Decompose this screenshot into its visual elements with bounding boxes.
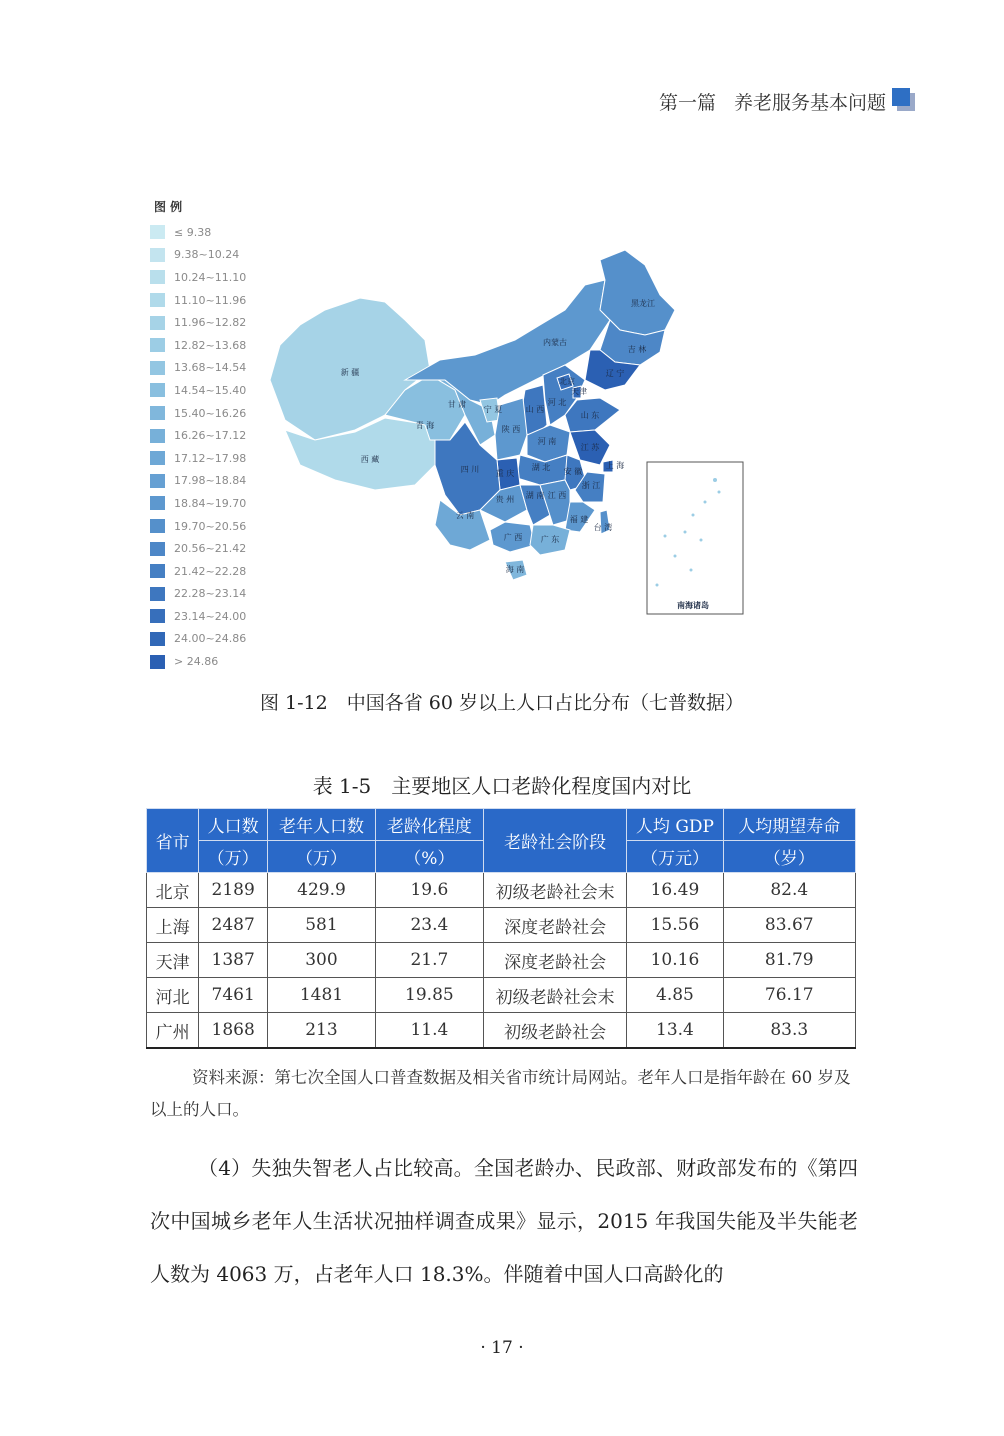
map-label-xinjiang: 新 疆 (340, 368, 360, 377)
table-cell: 300 (268, 943, 376, 978)
table-cell: 深度老龄社会 (483, 943, 627, 978)
legend-swatch (150, 496, 165, 510)
table-cell: 2189 (199, 873, 268, 908)
page-number: · 17 · (480, 1338, 524, 1358)
table-cell: 19.6 (375, 873, 483, 908)
map-label-henan: 河 南 (537, 437, 557, 446)
body-paragraph: （4）失独失智老人占比较高。全国老龄办、民政部、财政部发布的《第四次中国城乡老年人生活状况抽样调查成果》显示，2015 年我国失能及半失能老人数为 4063 万，占老年人口 18.3%。伴随着中国人口高龄化的 (150, 1156, 858, 1286)
table-cell: 北京 (147, 873, 199, 908)
legend-item (150, 357, 246, 380)
map-label-jiangxi: 江 西 (547, 491, 567, 500)
source-note: 资料来源：第七次全国人口普查数据及相关省市统计局网站。老年人口是指年龄在 60 岁及以上的人口。 (150, 1068, 851, 1119)
legend-swatch (150, 519, 165, 533)
map-label-heilongjiang: 黑龙江 (631, 299, 655, 308)
column-header: 老龄社会阶段 (483, 809, 627, 873)
legend-item (150, 650, 246, 673)
map-label-guizhou: 贵 州 (495, 495, 515, 504)
legend-item (150, 447, 246, 470)
table-cell: 429.9 (268, 873, 376, 908)
column-header-unit: （%） (375, 841, 483, 873)
legend-swatch (150, 474, 165, 488)
legend-item (150, 379, 246, 402)
legend-label: 17.98~18.84 (174, 474, 247, 488)
table-cell: 10.16 (627, 943, 723, 978)
column-header: 人口数 (199, 809, 268, 841)
aging-comparison-table (146, 808, 856, 1049)
table-cell: 21.7 (375, 943, 483, 978)
map-label-neimenggu: 内蒙古 (543, 338, 567, 347)
table-cell: 23.4 (375, 908, 483, 943)
table-row (147, 1013, 856, 1049)
map-label-shanghai: 上 海 (605, 461, 625, 470)
china-map (265, 240, 755, 620)
table-cell: 76.17 (723, 978, 856, 1013)
legend-label: 10.24~11.10 (174, 270, 247, 284)
map-label-qinghai: 青 海 (415, 421, 435, 430)
table-row (147, 873, 856, 908)
legend-label: 9.38~10.24 (174, 248, 240, 262)
map-label-chongqing: 重 庆 (495, 469, 515, 478)
legend-item (150, 289, 246, 312)
table-cell: 11.4 (375, 1013, 483, 1049)
legend-label: 16.26~17.12 (174, 429, 247, 443)
table-cell: 初级老龄社会末 (483, 873, 627, 908)
legend-label: 19.70~20.56 (174, 519, 247, 533)
table-cell: 1481 (268, 978, 376, 1013)
table-cell: 213 (268, 1013, 376, 1049)
legend-swatch (150, 609, 165, 623)
table-cell: 581 (268, 908, 376, 943)
legend-swatch (150, 406, 165, 420)
map-label-hebei: 河 北 (547, 398, 567, 407)
legend-swatch (150, 655, 165, 669)
column-header-unit: （万元） (627, 841, 723, 873)
legend-title: 图 例 (154, 200, 183, 214)
map-label-shandong: 山 东 (580, 411, 600, 420)
table-row (147, 978, 856, 1013)
map-label-xizang: 西 藏 (360, 455, 380, 464)
table-cell: 初级老龄社会末 (483, 978, 627, 1013)
map-label-hubei: 湖 北 (531, 463, 551, 472)
column-header: 人均 GDP (627, 809, 723, 841)
table-row (147, 908, 856, 943)
legend-item (150, 537, 246, 560)
south-china-sea-inset (647, 462, 743, 614)
column-header: 老年人口数 (268, 809, 376, 841)
legend-label: 14.54~15.40 (174, 383, 247, 397)
column-header-unit: （万） (268, 841, 376, 873)
inset-label: 南海诸岛 (677, 601, 709, 610)
map-label-hunan: 湖 南 (525, 491, 545, 500)
map-label-tianjin: 天津 (571, 387, 587, 396)
header-part: 第一篇 (658, 91, 716, 114)
map-label-guangdong: 广 东 (540, 535, 560, 544)
legend-swatch (150, 338, 165, 352)
legend-label: 21.42~22.28 (174, 564, 247, 578)
legend-label: 11.10~11.96 (174, 293, 247, 307)
legend-label: 12.82~13.68 (174, 338, 247, 352)
map-label-gansu: 甘 肃 (447, 400, 467, 409)
table-cell: 15.56 (627, 908, 723, 943)
legend-label: 18.84~19.70 (174, 496, 247, 510)
legend-swatch (150, 429, 165, 443)
table-cell: 2487 (199, 908, 268, 943)
table-cell: 上海 (147, 908, 199, 943)
legend-label: 24.00~24.86 (174, 632, 247, 646)
legend-label: 15.40~16.26 (174, 406, 247, 420)
table-cell: 4.85 (627, 978, 723, 1013)
table-cell: 河北 (147, 978, 199, 1013)
legend-item (150, 605, 246, 628)
legend-item (150, 583, 246, 606)
legend-swatch (150, 587, 165, 601)
header-title: 养老服务基本问题 (733, 91, 886, 114)
map-label-anhui: 安 徽 (563, 467, 583, 476)
legend-item (150, 492, 246, 515)
table-cell: 13.4 (627, 1013, 723, 1049)
column-header-unit: （岁） (723, 841, 856, 873)
map-label-beijing: 北京 (559, 377, 575, 386)
map-label-yunnan: 云 南 (455, 511, 475, 520)
header-square-icon (892, 88, 914, 110)
map-label-taiwan: 台 湾 (593, 523, 613, 532)
legend-item (150, 244, 246, 267)
legend-swatch (150, 564, 165, 578)
table-cell: 天津 (147, 943, 199, 978)
legend-swatch (150, 361, 165, 375)
legend-label: > 24.86 (174, 655, 219, 669)
map-label-liaoning: 辽 宁 (605, 369, 625, 378)
legend-label: 23.14~24.00 (174, 609, 247, 623)
map-legend (150, 198, 246, 673)
legend-label: ≤ 9.38 (174, 225, 212, 239)
column-header: 人均期望寿命 (723, 809, 856, 841)
legend-swatch (150, 293, 165, 307)
map-label-jilin: 吉 林 (627, 345, 647, 354)
legend-swatch (150, 451, 165, 465)
legend-label: 20.56~21.42 (174, 542, 247, 556)
table-cell: 1387 (199, 943, 268, 978)
table-cell: 19.85 (375, 978, 483, 1013)
map-label-shaanxi: 陕 西 (501, 425, 521, 434)
column-header: 老龄化程度 (375, 809, 483, 841)
legend-item (150, 424, 246, 447)
table-cell: 深度老龄社会 (483, 908, 627, 943)
legend-item (150, 470, 246, 493)
table-cell: 81.79 (723, 943, 856, 978)
legend-item (150, 221, 246, 244)
legend-swatch (150, 383, 165, 397)
table-cell: 83.3 (723, 1013, 856, 1049)
map-label-zhejiang: 浙 江 (581, 481, 601, 490)
legend-label: 17.12~17.98 (174, 451, 247, 465)
table-cell: 16.49 (627, 873, 723, 908)
table-cell: 7461 (199, 978, 268, 1013)
legend-item (150, 334, 246, 357)
legend-item (150, 311, 246, 334)
map-label-guangxi: 广 西 (503, 533, 523, 542)
table-cell: 初级老龄社会 (483, 1013, 627, 1049)
legend-label: 22.28~23.14 (174, 587, 247, 601)
table-cell: 82.4 (723, 873, 856, 908)
legend-item (150, 266, 246, 289)
legend-swatch (150, 225, 165, 239)
legend-item (150, 402, 246, 425)
table-cell: 1868 (199, 1013, 268, 1049)
legend-swatch (150, 632, 165, 646)
legend-item (150, 628, 246, 651)
legend-swatch (150, 248, 165, 262)
figure-caption: 图 1-12 中国各省 60 岁以上人口占比分布（七普数据） (260, 692, 744, 714)
table-cell: 广州 (147, 1013, 199, 1049)
map-label-sichuan: 四 川 (460, 465, 480, 474)
legend-item (150, 515, 246, 538)
legend-label: 11.96~12.82 (174, 316, 247, 330)
legend-swatch (150, 542, 165, 556)
map-label-shanxi: 山 西 (525, 405, 545, 414)
legend-item (150, 560, 246, 583)
table-caption: 表 1-5 主要地区人口老龄化程度国内对比 (312, 774, 692, 798)
column-header: 省市 (147, 809, 199, 873)
page-header (659, 86, 886, 116)
legend-swatch (150, 316, 165, 330)
legend-label: 13.68~14.54 (174, 361, 247, 375)
map-label-hainan: 海 南 (505, 565, 525, 574)
table-cell: 83.67 (723, 908, 856, 943)
legend-swatch (150, 270, 165, 284)
map-label-jiangsu: 江 苏 (580, 443, 600, 452)
map-label-fujian: 福 建 (569, 515, 589, 524)
table-row (147, 943, 856, 978)
map-label-ningxia: 宁 夏 (483, 405, 503, 414)
column-header-unit: （万） (199, 841, 268, 873)
